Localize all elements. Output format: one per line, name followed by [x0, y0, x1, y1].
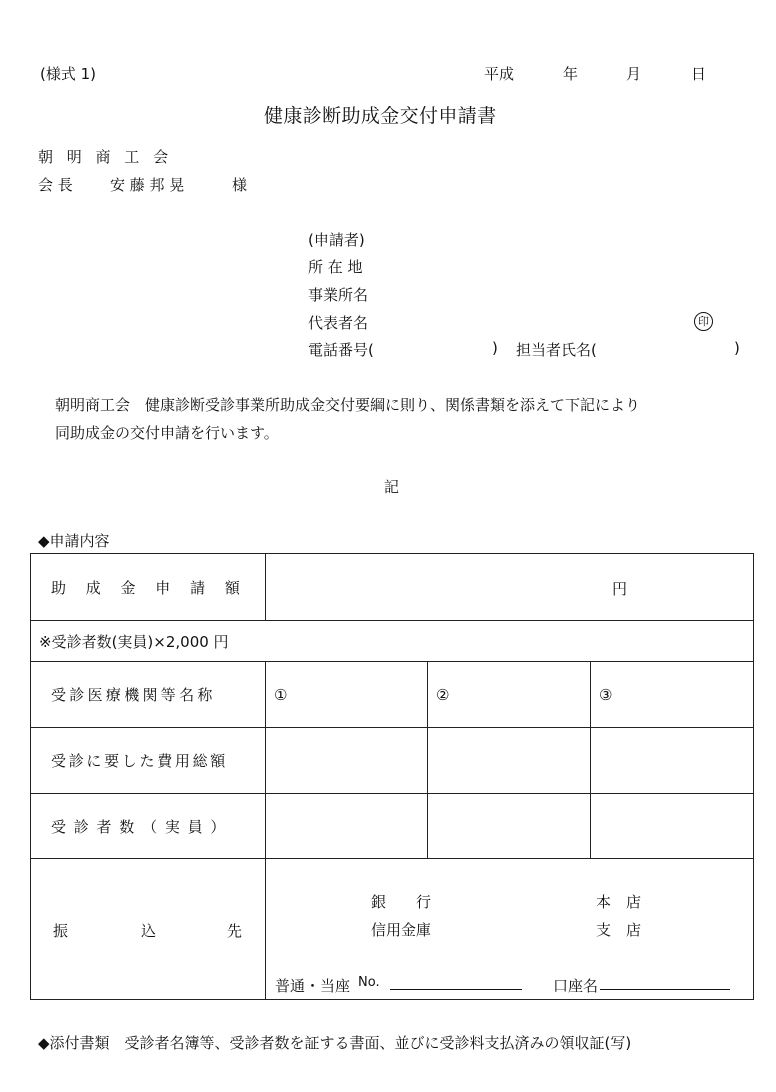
office-label: 事業所名 — [308, 286, 369, 304]
note-text: ※受診者数(実員)×2,000 円 — [39, 632, 229, 651]
addressee-name: 安 藤 邦 晃 — [110, 176, 185, 194]
rep-label: 代表者名 — [308, 314, 369, 332]
count-label-cell — [31, 794, 266, 859]
grant-row — [31, 554, 754, 621]
transfer-detail-cell[interactable] — [266, 859, 754, 1000]
account-no-field[interactable] — [390, 975, 522, 990]
cost-3-cell[interactable] — [591, 728, 754, 794]
transfer-label-1: 振 — [53, 922, 69, 940]
date-era: 平成 — [484, 65, 515, 83]
institution-3-cell[interactable] — [591, 662, 754, 728]
account-type-label: 普通・当座 — [275, 977, 351, 995]
phone-label: 電話番号( — [308, 341, 374, 359]
contact-close: ) — [734, 339, 740, 357]
form-number: (様式 1) — [40, 65, 97, 83]
document-title: 健康診断助成金交付申請書 — [264, 105, 497, 127]
col-3-marker: ③ — [599, 685, 613, 704]
count-label: 受 診 者 数 （ 実 員 ） — [51, 817, 227, 836]
institution-label-cell — [31, 662, 266, 728]
body-line-2: 同助成金の交付申請を行います。 — [55, 424, 279, 442]
count-3-cell[interactable] — [591, 794, 754, 859]
ki-heading: 記 — [384, 478, 400, 496]
count-1-cell[interactable] — [266, 794, 428, 859]
addressee-honorific: 様 — [232, 176, 248, 194]
count-row — [31, 794, 754, 859]
date-day: 日 — [691, 65, 707, 83]
cost-label: 受診に要した費用総額 — [51, 752, 229, 770]
note-row — [31, 621, 754, 662]
cost-2-cell[interactable] — [428, 728, 591, 794]
contact-label: 担当者氏名( — [516, 341, 597, 359]
attachments-line: ◆添付書類 受診者名簿等、受診者数を証する書面、並びに受診料支払済みの領収証(写) — [38, 1034, 632, 1052]
transfer-row — [31, 859, 754, 1000]
grant-unit: 円 — [612, 580, 628, 598]
bank-label: 銀 行 — [371, 893, 432, 911]
account-name-label: 口座名 — [553, 977, 599, 995]
grant-value-cell[interactable] — [266, 554, 754, 621]
cost-row — [31, 728, 754, 794]
seal-icon: 印 — [694, 312, 713, 331]
seal-mark — [694, 311, 713, 331]
institution-2-cell[interactable] — [428, 662, 591, 728]
phone-close: ) — [492, 339, 498, 357]
col-2-marker: ② — [436, 685, 450, 704]
institution-label: 受診医療機関等名称 — [51, 686, 216, 704]
addressee-role: 会 長 — [38, 176, 73, 194]
address-label: 所 在 地 — [308, 258, 363, 276]
body-line-1: 朝明商工会 健康診断受診事業所助成金交付要綱に則り、関係書類を添えて下記により — [55, 396, 641, 414]
date-year: 年 — [563, 65, 579, 83]
account-name-field[interactable] — [600, 975, 730, 990]
col-1-marker: ① — [274, 685, 288, 704]
grant-label-cell — [31, 554, 266, 621]
institution-row — [31, 662, 754, 728]
credit-union-label: 信用金庫 — [371, 921, 432, 939]
transfer-label-3: 先 — [227, 922, 243, 940]
applicant-heading: (申請者) — [308, 231, 365, 249]
section-heading: ◆申請内容 — [38, 532, 110, 550]
transfer-label-cell — [31, 859, 266, 1000]
cost-label-cell — [31, 728, 266, 794]
count-2-cell[interactable] — [428, 794, 591, 859]
transfer-label-2: 込 — [141, 922, 157, 940]
date-month: 月 — [626, 65, 642, 83]
institution-1-cell[interactable] — [266, 662, 428, 728]
branch-label: 支 店 — [596, 921, 642, 939]
addressee-org: 朝 明 商 工 会 — [38, 148, 173, 166]
cost-1-cell[interactable] — [266, 728, 428, 794]
main-branch-label: 本 店 — [596, 893, 642, 911]
application-table — [30, 553, 754, 1000]
account-no-label: No. — [358, 975, 380, 990]
note-cell — [31, 621, 754, 662]
grant-label: 助 成 金 申 請 額 — [51, 578, 248, 597]
